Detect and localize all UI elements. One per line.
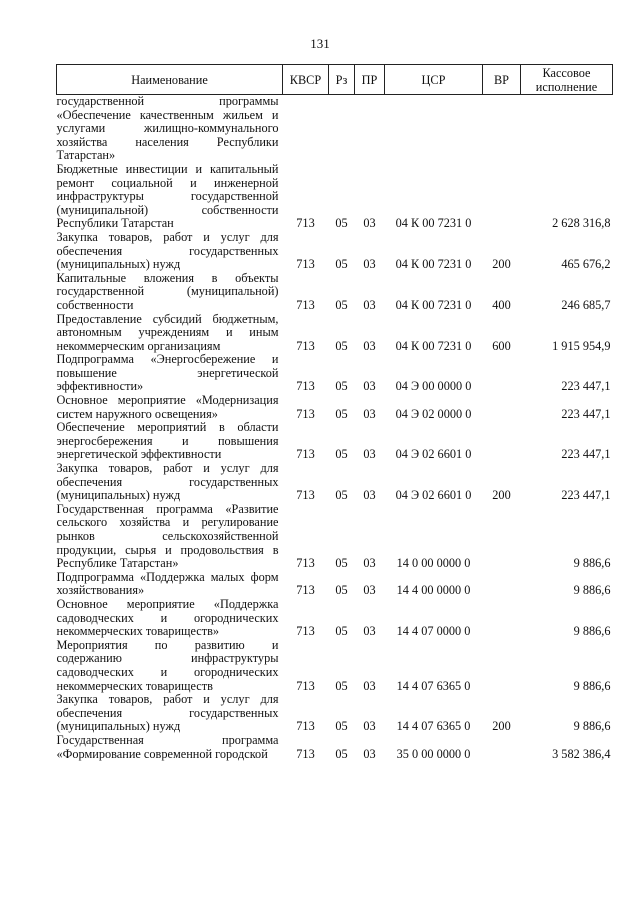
cell-pr: 03 [363, 719, 376, 734]
row-name-line: Государственная программа «Развитие [56, 501, 279, 516]
table-row [57, 571, 613, 598]
cell-pr: 03 [363, 406, 376, 421]
cell-csr: 04 Э 02 6601 0 [395, 447, 472, 462]
cell-csr: 04 К 00 7231 0 [395, 297, 472, 312]
page-number: 131 [310, 36, 330, 51]
cell-vr [483, 394, 521, 421]
cell-csr: 04 К 00 7231 0 [395, 257, 472, 272]
row-name-line: энергосбережения и повышения [56, 433, 279, 448]
cell-value: 9 886,6 [573, 719, 611, 734]
cell-rz: 05 [335, 297, 348, 312]
row-name-line: Закупка товаров, работ и услуг для [56, 692, 279, 707]
cell-vr [483, 598, 521, 639]
row-name-line: содержанию инфраструктуры [56, 651, 279, 666]
cell-rz: 05 [335, 216, 348, 231]
cell-vr [483, 421, 521, 462]
cell-vr: 400 [492, 297, 511, 312]
cell-vr [483, 503, 521, 571]
row-name-line: автономным учреждениям и иным [56, 325, 279, 340]
budget-table [56, 64, 613, 761]
cell-pr: 03 [363, 297, 376, 312]
row-name-line: «Обеспечение качественным жильем и [56, 107, 279, 122]
row-name [57, 503, 283, 571]
cell-csr: 04 К 00 7231 0 [395, 216, 472, 231]
row-name-line: повышение энергетической [56, 365, 279, 380]
cell-kvsr: 713 [296, 719, 315, 734]
row-name-line: Государственная программа [56, 732, 279, 747]
header-vr: ВР [483, 65, 521, 95]
row-name-line: услугами жилищно-коммунального [56, 121, 279, 136]
cell-kvsr: 713 [296, 556, 315, 571]
row-name-line: систем наружного освещения» [56, 406, 218, 421]
row-name-line: государственной (муниципальной) [56, 284, 279, 299]
cell-csr: 14 4 07 6365 0 [396, 719, 471, 734]
table-row [57, 163, 613, 231]
header-name: Наименование [57, 65, 283, 95]
cell-vr [483, 639, 521, 693]
cell-kvsr: 713 [296, 746, 315, 761]
row-name-line: рынков сельскохозяйственной [56, 529, 279, 543]
cell-pr: 03 [363, 338, 376, 353]
row-name [57, 598, 283, 639]
cell-kvsr: 713 [296, 447, 315, 462]
row-name-line: (муниципальной) собственности [56, 202, 279, 217]
cell-csr: 04 Э 02 6601 0 [395, 488, 472, 503]
row-name [57, 462, 283, 503]
header-kvsr: КВСР [283, 65, 329, 95]
table-row [57, 693, 613, 734]
row-name [57, 313, 283, 354]
cell-rz: 05 [335, 406, 348, 421]
cell-value: 223 447,1 [561, 379, 611, 394]
row-name-line: садоводческих и огороднических [56, 664, 279, 679]
row-name-line: хозяйства населения Республики [56, 134, 279, 149]
row-name [57, 421, 283, 462]
cell-value: 465 676,2 [561, 257, 611, 272]
cell-rz: 05 [335, 338, 348, 353]
cell-vr: 200 [492, 488, 511, 503]
cell-rz [329, 95, 355, 163]
row-name-line: (муниципальных) нужд [56, 257, 181, 272]
row-name-line: Закупка товаров, работ и услуг для [56, 229, 279, 244]
row-name [57, 639, 283, 693]
table-row [57, 734, 613, 761]
row-name-line: садоводческих и огороднических [56, 610, 279, 625]
cell-value: 1 915 954,9 [552, 338, 611, 353]
row-name-line: энергетической эффективности [56, 447, 222, 462]
cell-pr: 03 [363, 556, 376, 571]
cell-pr: 03 [363, 678, 376, 693]
cell-vr [483, 353, 521, 394]
cell-pr: 03 [363, 379, 376, 394]
cell-kvsr: 713 [296, 297, 315, 312]
cell-kvsr: 713 [296, 583, 315, 598]
row-name-line: хозяйствования» [56, 583, 145, 598]
row-name-line: (муниципальных) нужд [56, 719, 181, 734]
cell-csr: 14 4 00 0000 0 [396, 583, 471, 598]
row-name-line: Предоставление субсидий бюджетным, [56, 311, 279, 326]
row-name-line: обеспечения государственных [56, 243, 279, 258]
row-name-line: Республики Татарстан [56, 216, 174, 231]
cell-value: 9 886,6 [573, 583, 611, 598]
cell-value: 223 447,1 [561, 447, 611, 462]
cell-value: 3 582 386,4 [552, 746, 611, 761]
header-pr: ПР [355, 65, 385, 95]
table-row [57, 421, 613, 462]
row-name-line: государственной программы [56, 94, 279, 108]
cell-rz: 05 [335, 583, 348, 598]
cell-kvsr: 713 [296, 678, 315, 693]
cell-kvsr: 713 [296, 338, 315, 353]
row-name [57, 571, 283, 598]
row-name [57, 394, 283, 421]
cell-csr: 04 К 00 7231 0 [395, 338, 472, 353]
cell-rz: 05 [335, 488, 348, 503]
cell-kvsr [283, 95, 329, 163]
row-name-line: продукции, сырья и продовольствия в [56, 542, 279, 557]
table-row [57, 95, 613, 163]
cell-vr [483, 163, 521, 231]
row-name [57, 163, 283, 231]
cell-rz: 05 [335, 624, 348, 639]
header-value: Кассовое исполнение [521, 65, 613, 95]
row-name [57, 231, 283, 272]
cell-csr: 14 0 00 0000 0 [396, 556, 471, 571]
row-name-line: Основное мероприятие «Модернизация [56, 393, 279, 408]
row-name-line: Обеспечение мероприятий в области [56, 420, 279, 435]
cell-value [521, 95, 613, 163]
cell-vr: 200 [492, 257, 511, 272]
row-name-line: Закупка товаров, работ и услуг для [56, 461, 279, 476]
row-name-line: «Формирование современной городской [56, 746, 268, 761]
row-name-line: обеспечения государственных [56, 474, 279, 489]
cell-rz: 05 [335, 447, 348, 462]
cell-pr: 03 [363, 624, 376, 639]
row-name-line: Капитальные вложения в объекты [56, 270, 279, 285]
row-name [57, 95, 283, 163]
row-name-line: Подпрограмма «Поддержка малых форм [56, 569, 279, 584]
row-name-line: Мероприятия по развитию и [56, 637, 279, 652]
cell-csr: 04 Э 02 0000 0 [395, 406, 472, 421]
cell-rz: 05 [335, 746, 348, 761]
header-csr: ЦСР [385, 65, 483, 95]
cell-vr: 600 [492, 338, 511, 353]
cell-rz: 05 [335, 556, 348, 571]
row-name-line: Подпрограмма «Энергосбережение и [56, 352, 279, 367]
table-row [57, 462, 613, 503]
cell-value: 9 886,6 [573, 678, 611, 693]
cell-vr [483, 95, 521, 163]
cell-vr [483, 734, 521, 761]
row-name-line: собственности [56, 297, 134, 312]
row-name [57, 272, 283, 313]
cell-pr: 03 [363, 257, 376, 272]
cell-value: 2 628 316,8 [552, 216, 611, 231]
table-row [57, 353, 613, 394]
table-row [57, 394, 613, 421]
row-name-line: ремонт социальной и инженерной [56, 175, 279, 190]
cell-kvsr: 713 [296, 257, 315, 272]
cell-value: 246 685,7 [561, 297, 611, 312]
cell-pr: 03 [363, 746, 376, 761]
cell-rz: 05 [335, 257, 348, 272]
cell-value: 9 886,6 [573, 624, 611, 639]
cell-csr: 14 4 07 0000 0 [396, 624, 471, 639]
header-rz: Рз [329, 65, 355, 95]
cell-vr [483, 571, 521, 598]
cell-csr: 14 4 07 6365 0 [396, 678, 471, 693]
cell-csr [385, 95, 483, 163]
row-name-line: Основное мероприятие «Поддержка [56, 596, 279, 611]
cell-value: 223 447,1 [561, 406, 611, 421]
row-name [57, 353, 283, 394]
cell-pr: 03 [363, 216, 376, 231]
table-row [57, 503, 613, 571]
table-row [57, 272, 613, 313]
cell-kvsr: 713 [296, 406, 315, 421]
cell-kvsr: 713 [296, 216, 315, 231]
row-name-line: обеспечения государственных [56, 705, 279, 720]
row-name-line: сельского хозяйства и регулирование [56, 515, 279, 530]
cell-kvsr: 713 [296, 488, 315, 503]
table-header-row [57, 65, 613, 95]
table-row [57, 598, 613, 639]
row-name-line: эффективности» [56, 379, 144, 394]
table-row [57, 639, 613, 693]
row-name-line: Татарстан» [56, 148, 116, 163]
table-row [57, 231, 613, 272]
row-name-line: (муниципальных) нужд [56, 488, 181, 503]
cell-pr: 03 [363, 447, 376, 462]
cell-csr: 04 Э 00 0000 0 [395, 379, 472, 394]
cell-pr: 03 [363, 583, 376, 598]
cell-pr: 03 [363, 488, 376, 503]
row-name-line: Республике Татарстан» [56, 556, 179, 571]
row-name-line: некоммерческих товариществ» [56, 624, 220, 639]
cell-value: 9 886,6 [573, 556, 611, 571]
row-name [57, 734, 283, 761]
cell-pr [355, 95, 385, 163]
table-row [57, 313, 613, 354]
row-name-line: некоммерческим организациям [56, 338, 221, 353]
cell-rz: 05 [335, 678, 348, 693]
cell-value: 223 447,1 [561, 488, 611, 503]
row-name [57, 693, 283, 734]
cell-rz: 05 [335, 719, 348, 734]
row-name-line: некоммерческих товариществ [56, 678, 213, 693]
cell-kvsr: 713 [296, 624, 315, 639]
row-name-line: Бюджетные инвестиции и капитальный [56, 161, 279, 176]
cell-csr: 35 0 00 0000 0 [396, 746, 471, 761]
cell-rz: 05 [335, 379, 348, 394]
cell-vr: 200 [492, 719, 511, 734]
row-name-line: инфраструктуры государственной [56, 189, 279, 204]
cell-kvsr: 713 [296, 379, 315, 394]
